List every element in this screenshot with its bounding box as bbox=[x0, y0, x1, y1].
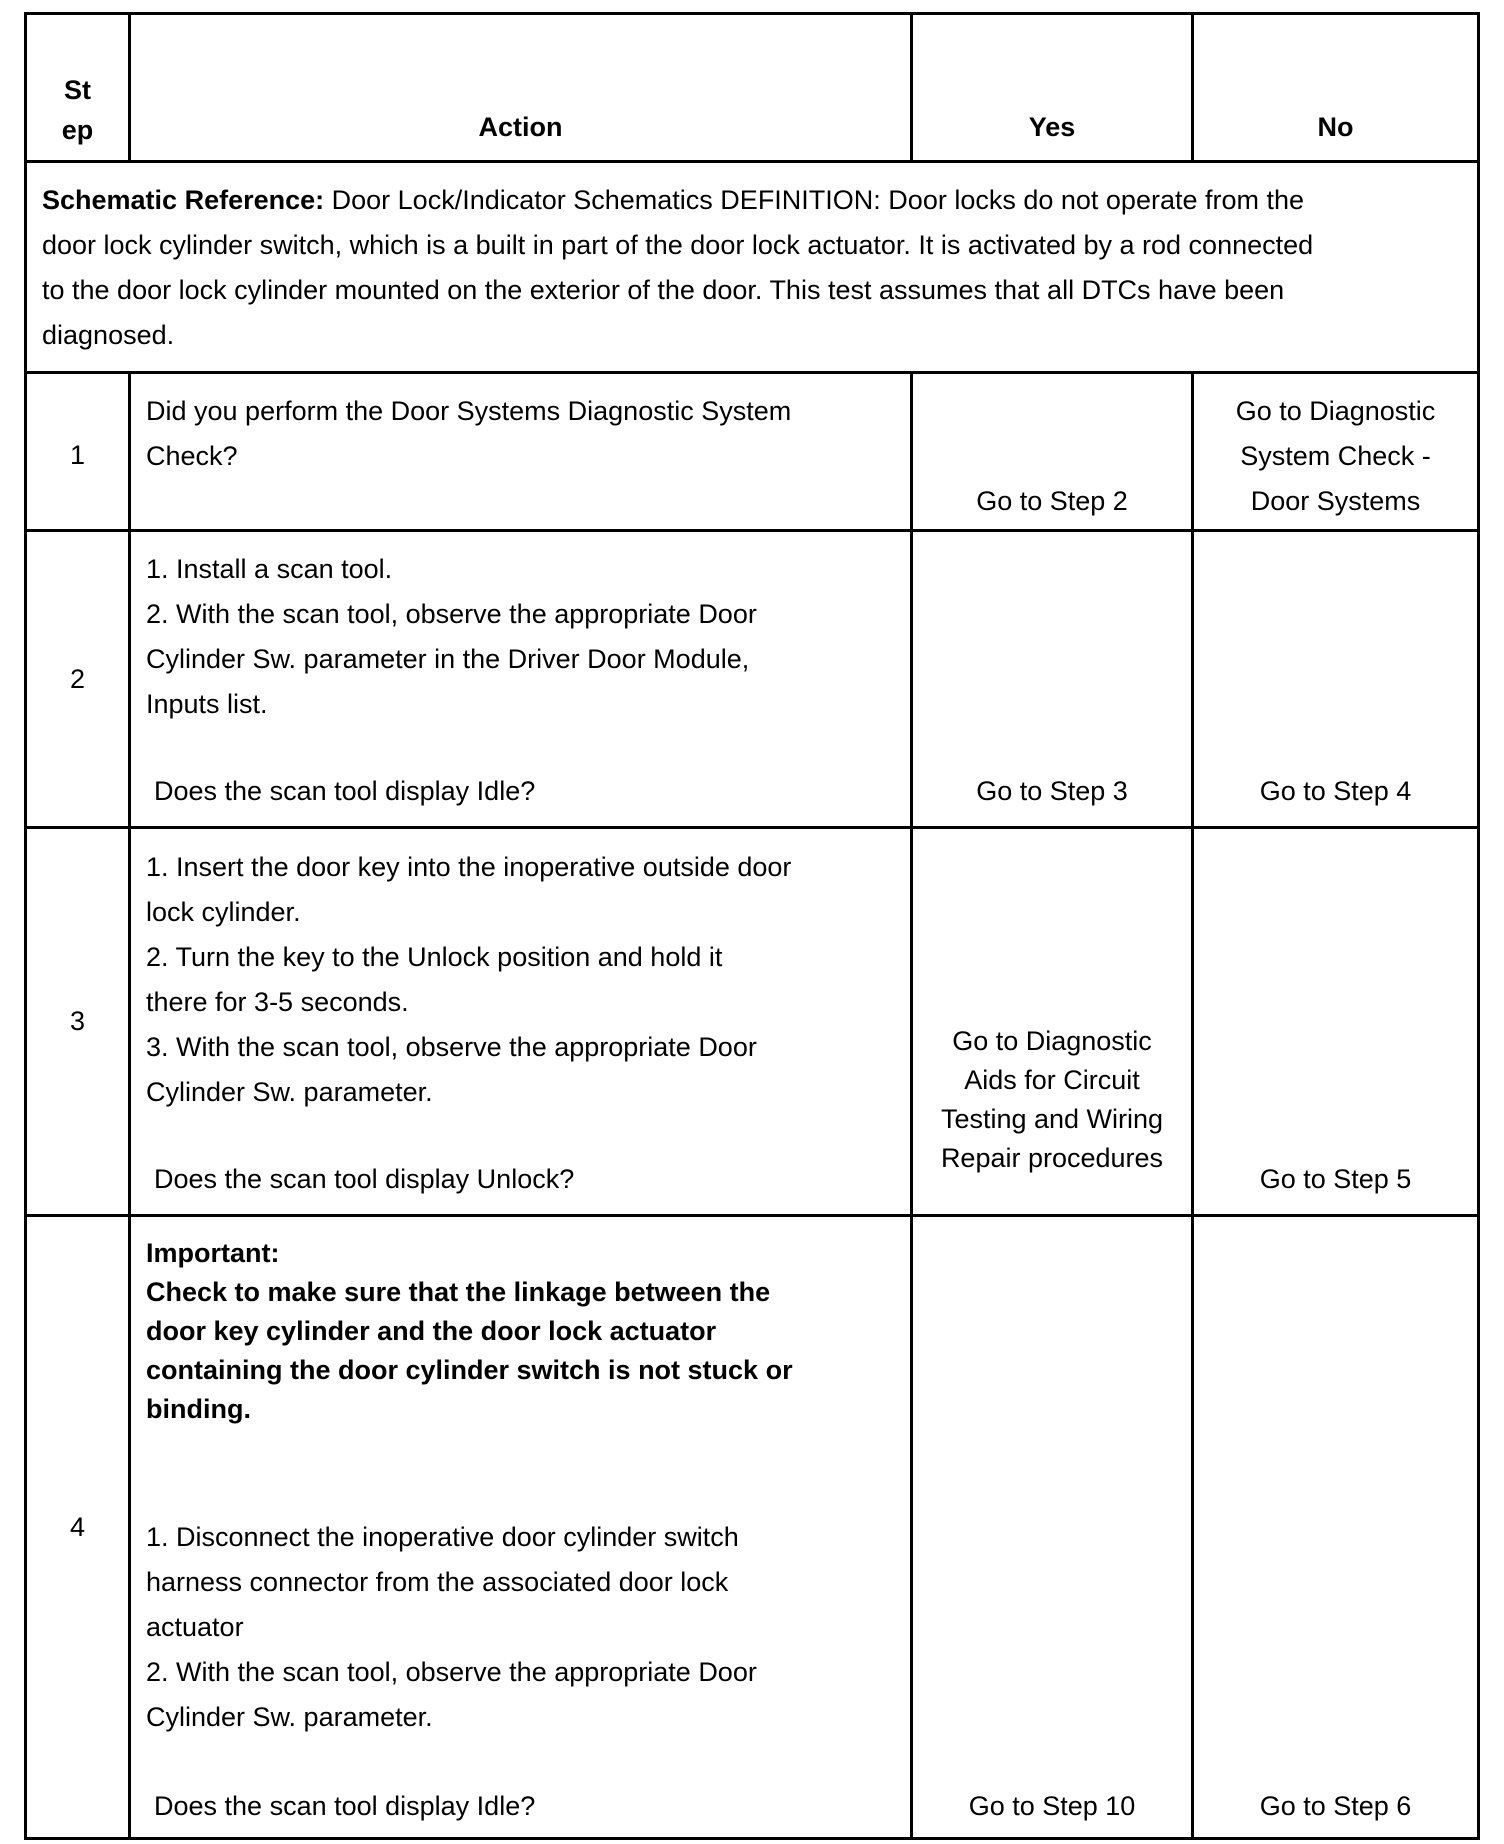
step-4-important-line: binding. bbox=[146, 1394, 251, 1424]
step-4-important bbox=[146, 1234, 906, 1429]
yes-col-divider bbox=[1191, 371, 1194, 1840]
step-4-important-line: Check to make sure that the linkage between the bbox=[146, 1277, 771, 1307]
step-4-action-line: Cylinder Sw. parameter. bbox=[146, 1702, 433, 1732]
step-3-action-line: lock cylinder. bbox=[146, 897, 301, 927]
step-4-number: 4 bbox=[69, 1512, 86, 1542]
step-3-action-line: 2. Turn the key to the Unlock position and hold it bbox=[146, 942, 723, 972]
step-2-action-line: 1. Install a scan tool. bbox=[146, 554, 393, 584]
header-action: Action bbox=[478, 112, 563, 142]
table-border-left bbox=[24, 12, 27, 1840]
schematic-bottom-border bbox=[24, 371, 1480, 374]
step-1-no-line: System Check - bbox=[1240, 441, 1431, 471]
step-3-action-line: Cylinder Sw. parameter. bbox=[146, 1077, 433, 1107]
step-4-important-label: Important: bbox=[146, 1238, 280, 1268]
step-3-action bbox=[146, 845, 906, 1115]
step-4-action-line: 1. Disconnect the inoperative door cylinder switch bbox=[146, 1522, 739, 1552]
header-bottom-border bbox=[24, 160, 1480, 163]
step-3-number: 3 bbox=[69, 1006, 86, 1036]
step-3-action-line: 3. With the scan tool, observe the appropriate Door bbox=[146, 1032, 757, 1062]
step-1-action-line: Check? bbox=[146, 441, 238, 471]
step-1-no-line: Door Systems bbox=[1250, 486, 1421, 516]
step-3-yes-line: Testing and Wiring bbox=[940, 1104, 1164, 1134]
step-1-no-line: Go to Diagnostic bbox=[1235, 396, 1436, 426]
step-4-action-line: actuator bbox=[146, 1612, 244, 1642]
step-4-no: Go to Step 6 bbox=[1259, 1791, 1412, 1821]
step-2-number: 2 bbox=[69, 664, 86, 694]
step-3-yes-line: Aids for Circuit bbox=[964, 1065, 1140, 1095]
table-border-bottom bbox=[24, 1837, 1480, 1840]
step-4-important-line: containing the door cylinder switch is not stuck or bbox=[146, 1355, 793, 1385]
step-col-divider bbox=[128, 371, 131, 1840]
step-1-action bbox=[146, 389, 906, 479]
step-2-question: Does the scan tool display Idle? bbox=[154, 776, 536, 806]
step-3-yes-line: Repair procedures bbox=[940, 1143, 1164, 1173]
step-2-action-line: 2. With the scan tool, observe the appropriate Door bbox=[146, 599, 757, 629]
step-1-number: 1 bbox=[69, 440, 86, 470]
step-4-important-line: door key cylinder and the door lock actuator bbox=[146, 1316, 717, 1346]
step-2-yes: Go to Step 3 bbox=[976, 776, 1128, 806]
step3-bottom-border bbox=[24, 1214, 1480, 1217]
schematic-line3: to the door lock cylinder mounted on the exterior of the door. This test assumes that all DTCs have been bbox=[42, 275, 1285, 305]
step-4-action bbox=[146, 1515, 906, 1740]
step-1-no bbox=[1194, 389, 1477, 524]
step-3-yes bbox=[913, 1022, 1191, 1178]
header-no: No bbox=[1317, 112, 1354, 142]
step-2-action-line: Inputs list. bbox=[146, 689, 268, 719]
step-4-action-line: 2. With the scan tool, observe the appropriate Door bbox=[146, 1657, 757, 1687]
step-4-yes: Go to Step 10 bbox=[968, 1791, 1136, 1821]
step-2-no: Go to Step 4 bbox=[1259, 776, 1412, 806]
schematic-text-1: Door Lock/Indicator Schematics DEFINITION: Door locks do not operate from the bbox=[324, 185, 1305, 215]
step-3-yes-line: Go to Diagnostic bbox=[952, 1026, 1152, 1056]
step-4-question: Does the scan tool display Idle? bbox=[154, 1791, 536, 1821]
table-border-right bbox=[1477, 12, 1480, 1840]
step-3-no: Go to Step 5 bbox=[1259, 1164, 1412, 1194]
schematic-label: Schematic Reference: bbox=[42, 185, 325, 215]
step-1-action-line: Did you perform the Door Systems Diagnostic System bbox=[146, 396, 792, 426]
step-3-action-line: 1. Insert the door key into the inoperative outside door bbox=[146, 852, 792, 882]
schematic-line2: door lock cylinder switch, which is a built in part of the door lock actuator. It is activated by a rod connected bbox=[42, 230, 1314, 260]
step-4-action-line: harness connector from the associated door lock bbox=[146, 1567, 729, 1597]
header-yes: Yes bbox=[1028, 112, 1076, 142]
step-3-action-line: there for 3-5 seconds. bbox=[146, 987, 409, 1017]
step-1-yes: Go to Step 2 bbox=[976, 486, 1128, 516]
schematic-line1 bbox=[42, 178, 1462, 223]
schematic-line4: diagnosed. bbox=[42, 320, 175, 350]
step1-bottom-border bbox=[24, 529, 1480, 532]
step-3-question: Does the scan tool display Unlock? bbox=[154, 1164, 575, 1194]
table-border-top bbox=[24, 12, 1480, 15]
schematic-reference bbox=[42, 178, 1462, 358]
step-2-action-line: Cylinder Sw. parameter in the Driver Door Module, bbox=[146, 644, 750, 674]
header-step-line1: St bbox=[64, 75, 91, 105]
header-step bbox=[27, 70, 128, 150]
step-2-action bbox=[146, 547, 906, 727]
step2-bottom-border bbox=[24, 826, 1480, 829]
header-step-line2: ep bbox=[61, 115, 94, 145]
